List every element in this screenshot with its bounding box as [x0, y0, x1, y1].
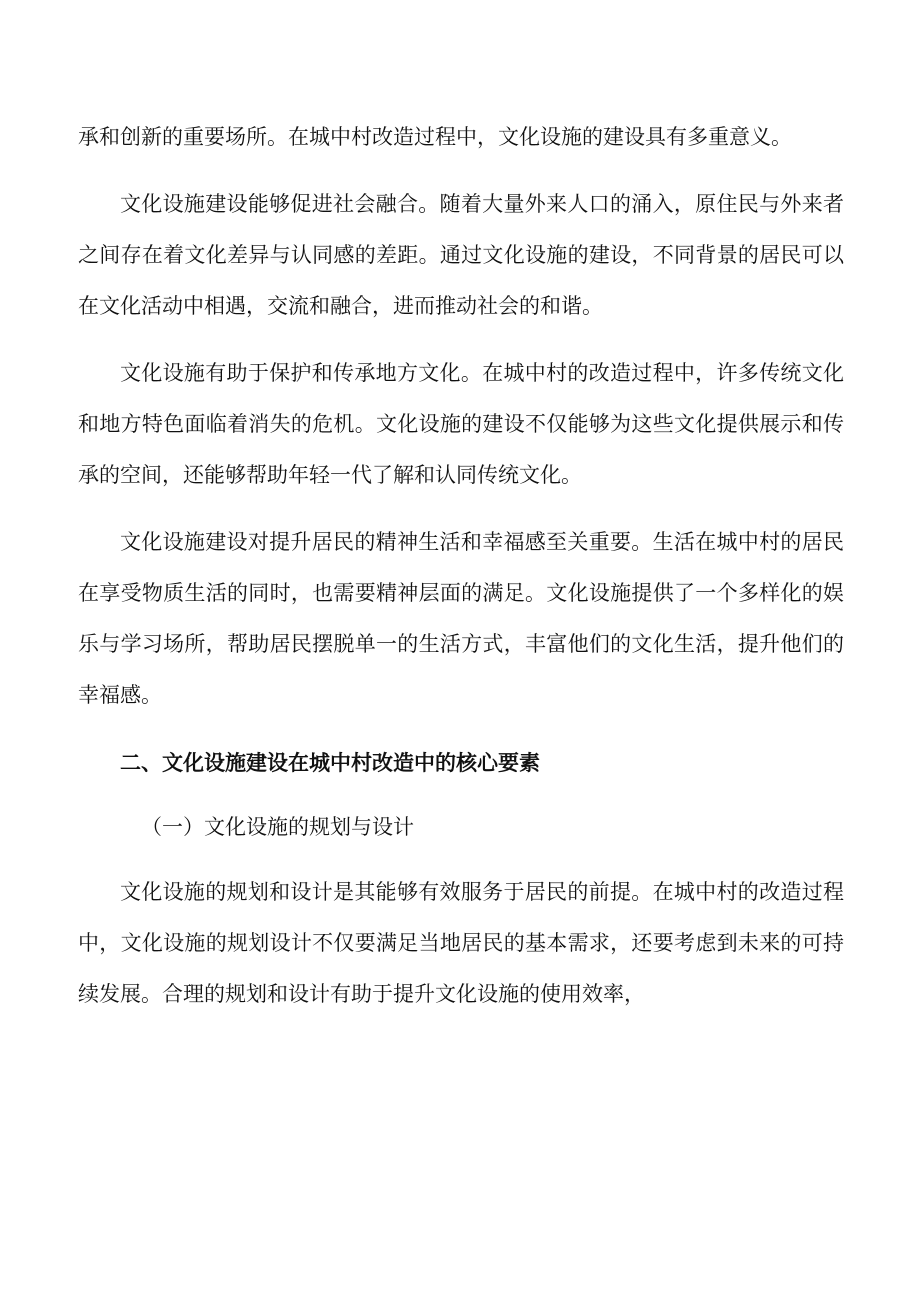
paragraph-continuation: 承和创新的重要场所。在城中村改造过程中，文化设施的建设具有多重意义。	[78, 125, 792, 149]
subsection-heading: （一）文化设施的规划与设计	[141, 815, 414, 839]
section-heading: 二、文化设施建设在城中村改造中的核心要素	[120, 750, 540, 775]
document-body	[78, 112, 844, 1020]
paragraph-spiritual-life: 文化设施建设对提升居民的精神生活和幸福感至关重要。生活在城中村的居民在享受物质生活的同时，也需要精神层面的满足。文化设施提供了一个多样化的娱乐与学习场所，帮助居民摆脱单一的生活方式，丰富他们的文化生活，提升他们的幸福感。	[78, 530, 844, 707]
paragraph-local-culture: 文化设施有助于保护和传承地方文化。在城中村的改造过程中，许多传统文化和地方特色面临着消失的危机。文化设施的建设不仅能够为这些文化提供展示和传承的空间，还能够帮助年轻一代了解和认同传统文化。	[78, 361, 844, 487]
paragraph-planning-design: 文化设施的规划和设计是其能够有效服务于居民的前提。在城中村的改造过程中，文化设施的规划设计不仅要满足当地居民的基本需求，还要考虑到未来的可持续发展。合理的规划和设计有助于提升文化设施的使用效率，	[78, 880, 844, 1006]
paragraph-social-integration: 文化设施建设能够促进社会融合。随着大量外来人口的涌入，原住民与外来者之间存在着文化差异与认同感的差距。通过文化设施的建设，不同背景的居民可以在文化活动中相遇，交流和融合，进而推动社会的和谐。	[78, 192, 844, 318]
